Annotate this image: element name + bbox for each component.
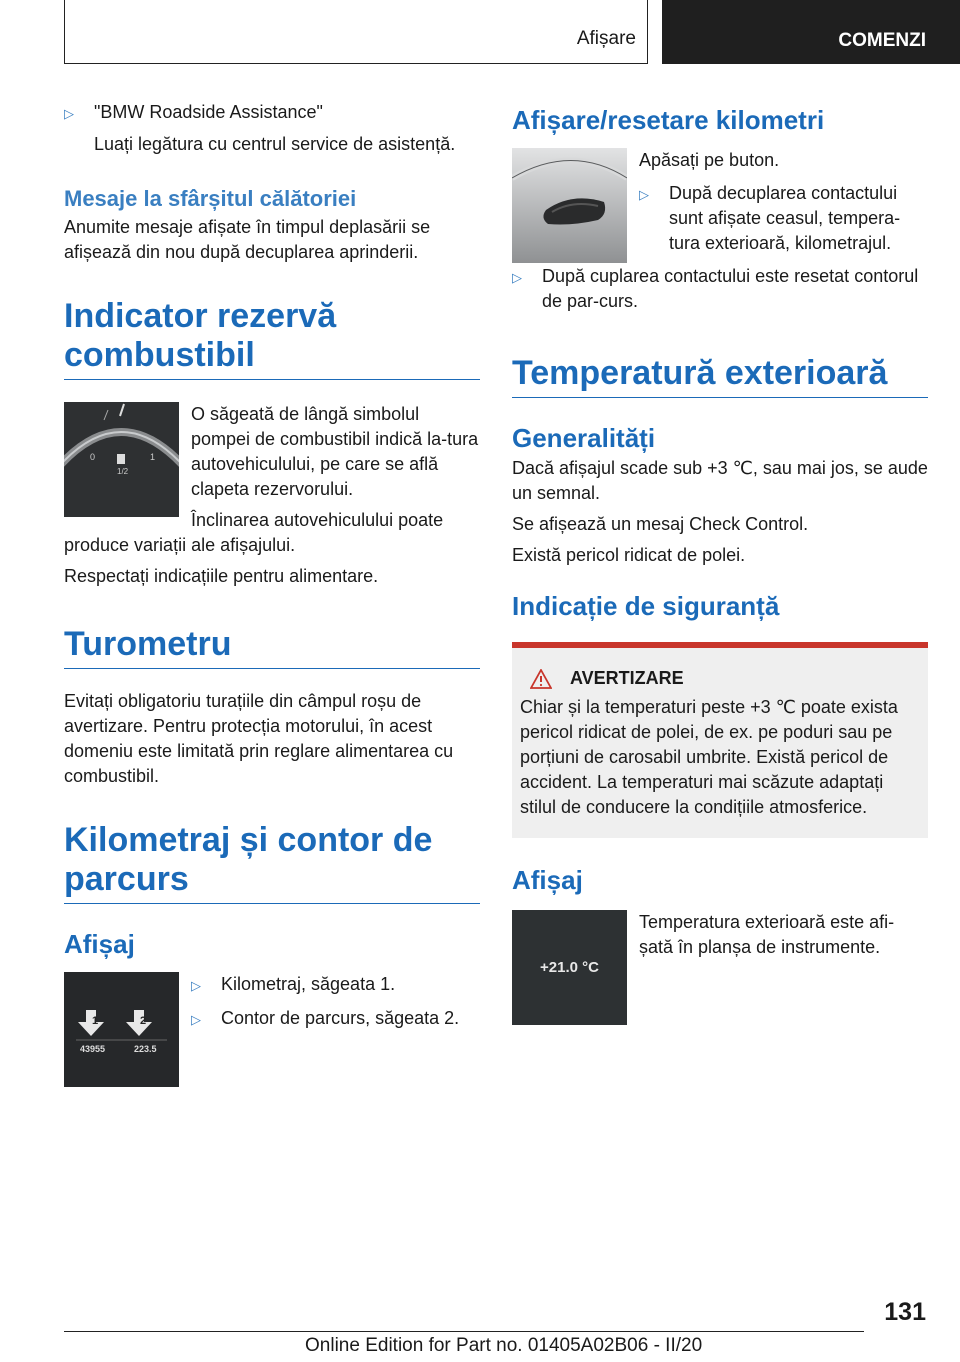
fuel-text-2: Înclinarea autovehiculului poate produce variații ale afișajului. xyxy=(64,510,444,555)
warning-text: Chiar și la temperaturi peste +3 ℃ poate exista pericol ridicat de polei, de ex. pe poduri sau pe porțiuni de carosabil umbrite. Există pericol de accident. La temperaturi mai scăzute adaptați stilul de conducere la condițiile atmosferice. xyxy=(520,697,898,817)
roadside-text: Luați legătura cu centrul service de asistență. xyxy=(94,134,456,154)
bullet-triangle-icon: ▷ xyxy=(191,978,201,993)
list-item: ▷ Contor de parcurs, săgeata 2. xyxy=(191,1006,480,1032)
display-text: Temperatura exterioară este afi-șată în planșa de instrumente. xyxy=(639,912,895,957)
odometer-subheading: Afișaj xyxy=(64,929,135,959)
header-chapter-tab[interactable]: COMENZI xyxy=(662,0,960,64)
bullet-triangle-icon: ▷ xyxy=(191,1012,201,1027)
warning-box xyxy=(512,642,928,838)
list-item: ▷ După cuplarea contactului este resetat contorul de par-curs. xyxy=(512,264,928,314)
reset-text: Apăsați pe buton. xyxy=(639,150,780,170)
reset-button-image xyxy=(512,148,627,263)
odometer-image xyxy=(64,972,179,1087)
gauge-half-label: 1/2 xyxy=(117,467,129,476)
messages-text: Anumite mesaje afișate în timpul deplasării se afișează din nou după decuplarea aprinderii. xyxy=(64,217,431,262)
right-column xyxy=(512,100,928,1025)
odometer-km-value: 43955 xyxy=(80,1044,106,1054)
gauge-one-label: 1 xyxy=(150,452,156,462)
page-number: 131 xyxy=(884,1298,926,1326)
reset-heading: Afișare/resetare kilometri xyxy=(512,105,825,135)
left-column xyxy=(64,100,480,1087)
bullet-triangle-icon: ▷ xyxy=(639,187,649,202)
safety-heading: Indicație de siguranță xyxy=(512,591,780,621)
odometer-heading: Kilometraj și contor de parcurs xyxy=(64,821,480,904)
tachometer-heading: Turometru xyxy=(64,625,480,669)
fuel-gauge-image xyxy=(64,402,179,517)
bullet-triangle-icon: ▷ xyxy=(512,270,522,285)
general-text-3: Există pericol ridicat de polei. xyxy=(512,545,746,565)
general-text-1: Dacă afișajul scade sub +3 ℃, sau mai jos, se aude un semnal. xyxy=(512,458,928,503)
odometer-arrow-1: 1 xyxy=(92,1015,99,1027)
tachometer-text: Evitați obligatoriu turațiile din câmpul roșu de avertizare. Pentru protecția motorului, în acest domeniu este limitată prin reglare alimentarea cu combustibil. xyxy=(64,691,454,786)
fuel-text-1: O săgeată de lângă simbolul pompei de combustibil indică la-tura autovehiculului, pe care se află clapeta rezervorului. xyxy=(191,404,479,499)
general-text-2: Se afișează un mesaj Check Control. xyxy=(512,514,809,534)
footer-edition: Online Edition for Part no. 01405A02B06 - II/20 xyxy=(305,1335,703,1356)
display-heading: Afișaj xyxy=(512,865,583,895)
fuel-heading: Indicator rezervă combustibil xyxy=(64,297,480,380)
list-item: ▷ Kilometraj, săgeata 1. xyxy=(191,972,480,998)
warning-triangle-icon xyxy=(530,669,552,689)
header-frame xyxy=(64,0,648,64)
warning-title: AVERTIZARE xyxy=(570,668,684,688)
general-heading: Generalități xyxy=(512,423,656,453)
temperature-heading: Temperatură exterioară xyxy=(512,354,928,398)
odometer-trip-value: 223.5 xyxy=(134,1044,157,1054)
bullet-triangle-icon: ▷ xyxy=(64,106,74,121)
temperature-value: +21.0 °C xyxy=(540,959,599,976)
footer-divider xyxy=(64,1331,864,1332)
temperature-display-image xyxy=(512,910,627,1025)
header-section-title: Afișare xyxy=(576,28,636,49)
odometer-arrow-2: 2 xyxy=(140,1015,147,1027)
list-item: ▷ "BMW Roadside Assistance" xyxy=(64,100,480,126)
fuel-text-3: Respectați indicațiile pentru alimentare. xyxy=(64,566,379,586)
gauge-zero-label: 0 xyxy=(90,452,96,462)
list-item: ▷ După decuplarea contactului sunt afișate ceasul, tempera-tura exterioară, kilometrajul. xyxy=(639,181,928,256)
messages-heading: Mesaje la sfârșitul călătoriei xyxy=(64,186,357,211)
